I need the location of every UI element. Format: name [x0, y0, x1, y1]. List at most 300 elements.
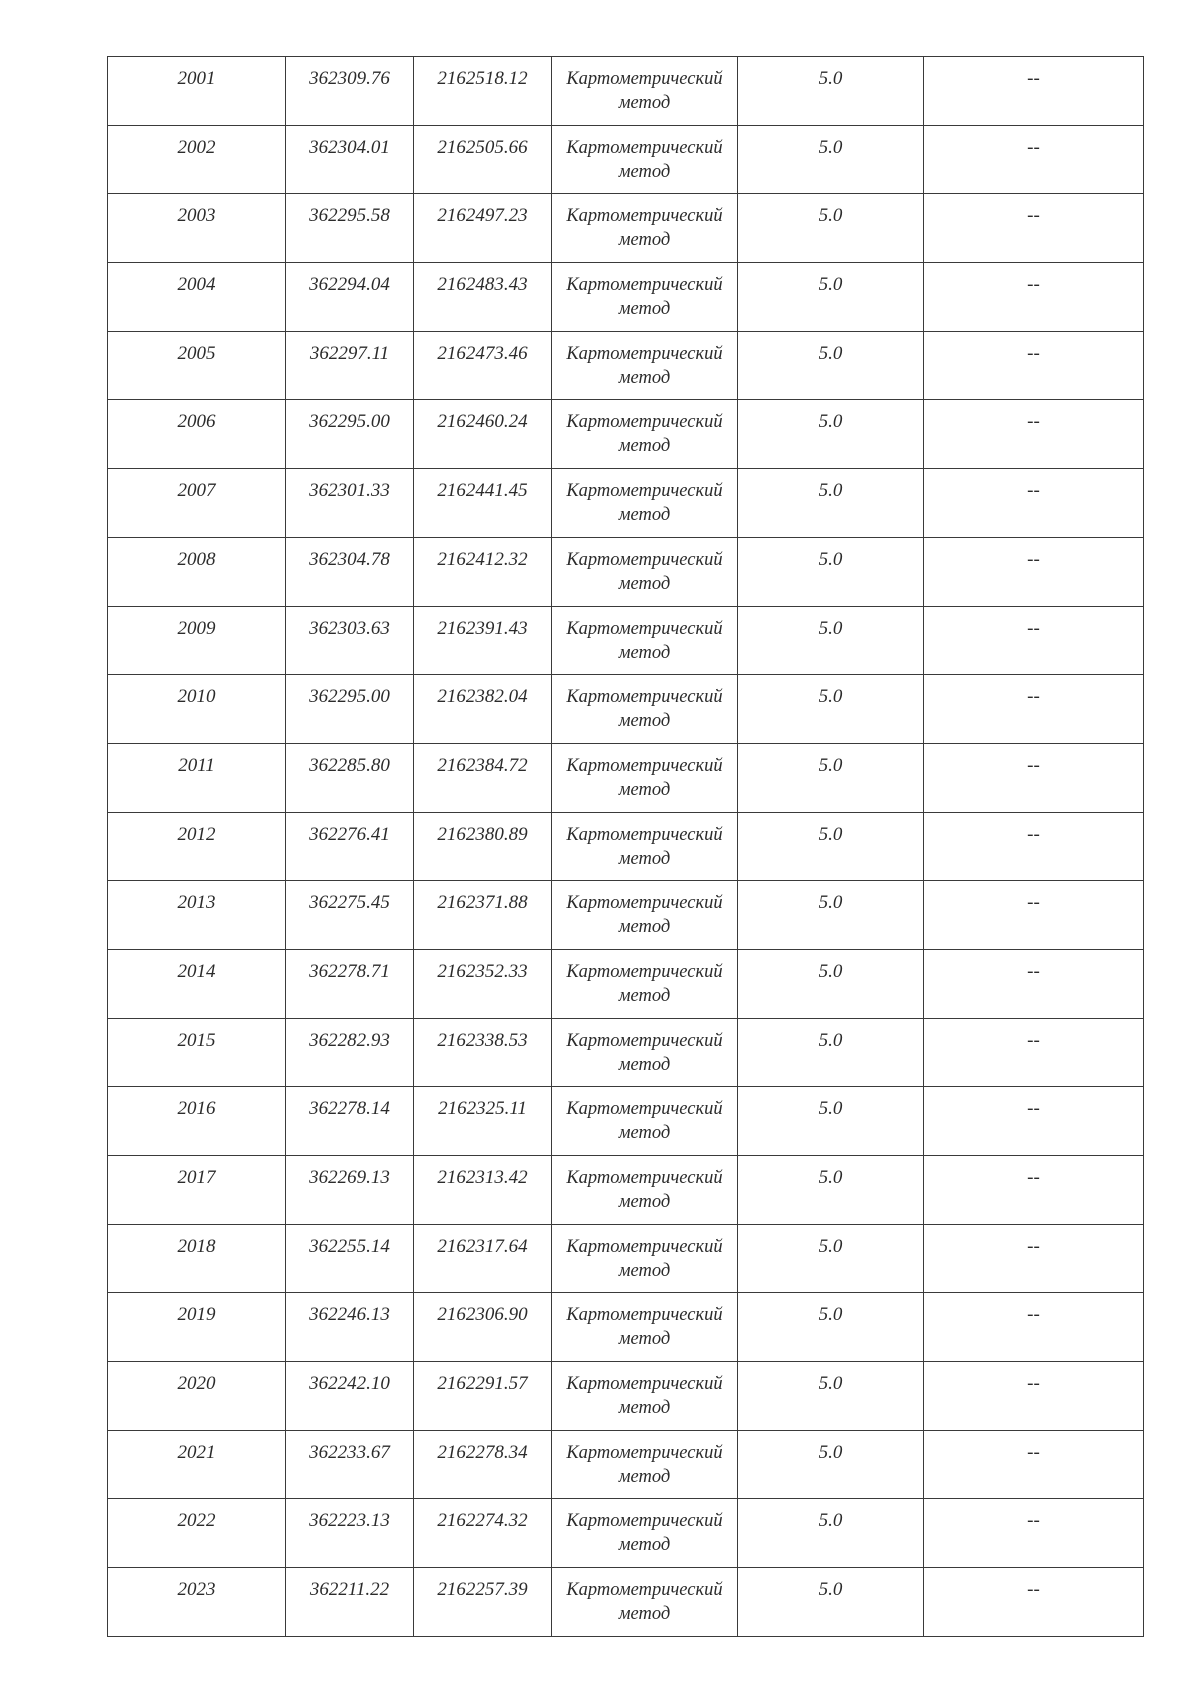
description-cell — [924, 1224, 1144, 1293]
x-coordinate: 362285.80 — [309, 754, 390, 776]
description-cell — [924, 1499, 1144, 1568]
method — [552, 263, 737, 321]
x-coordinate: 362295.00 — [309, 411, 390, 433]
y-coordinate-cell — [414, 125, 552, 194]
method-line-1: Картометрический — [566, 1236, 723, 1257]
point-number-cell — [108, 675, 286, 744]
point-number: 2015 — [177, 1029, 216, 1051]
accuracy: 5.0 — [818, 617, 843, 639]
table-row — [108, 194, 1144, 263]
y-coordinate: 2162291.57 — [437, 1373, 528, 1395]
method-cell — [552, 1087, 738, 1156]
x-coordinate-cell — [286, 263, 414, 332]
description: -- — [1027, 617, 1040, 639]
x-coordinate: 362278.14 — [309, 1098, 390, 1120]
accuracy: 5.0 — [818, 205, 843, 227]
x-coordinate: 362294.04 — [309, 274, 390, 296]
method-line-1: Картометрический — [566, 275, 723, 296]
method-line-1: Картометрический — [566, 343, 723, 364]
method-line-1: Картометрический — [566, 1030, 723, 1051]
description: -- — [1027, 480, 1040, 502]
coordinates-table-body — [108, 57, 1144, 1637]
x-coordinate: 362276.41 — [309, 823, 390, 845]
method — [552, 1156, 737, 1214]
accuracy: 5.0 — [818, 960, 843, 982]
x-coordinate: 362269.13 — [309, 1167, 390, 1188]
accuracy-cell — [738, 1362, 924, 1431]
method-line-1: Картометрический — [566, 1442, 723, 1463]
description-cell — [924, 949, 1144, 1018]
method-cell — [552, 1156, 738, 1225]
method-line-2: метод — [618, 1054, 671, 1075]
method-cell — [552, 537, 738, 606]
method-line-2: метод — [618, 1466, 671, 1487]
point-number-cell — [108, 1293, 286, 1362]
accuracy-cell — [738, 125, 924, 194]
accuracy: 5.0 — [818, 411, 843, 433]
y-coordinate: 2162352.33 — [437, 960, 528, 982]
description-cell — [924, 1430, 1144, 1499]
description: -- — [1027, 1304, 1040, 1326]
method-cell — [552, 1430, 738, 1499]
method-line-2: метод — [618, 711, 671, 732]
method-line-2: метод — [618, 642, 671, 663]
method-line-1: Картометрический — [566, 1580, 723, 1601]
method-line-1: Картометрический — [566, 549, 723, 570]
y-coordinate-cell — [414, 1293, 552, 1362]
x-coordinate-cell — [286, 125, 414, 194]
x-coordinate: 362223.13 — [309, 1510, 390, 1532]
y-coordinate-cell — [414, 606, 552, 675]
accuracy-cell — [738, 1430, 924, 1499]
method-line-2: метод — [618, 1260, 671, 1281]
accuracy: 5.0 — [818, 1579, 843, 1601]
table-row — [108, 400, 1144, 469]
point-number-cell — [108, 1224, 286, 1293]
y-coordinate: 2162441.45 — [437, 480, 528, 502]
accuracy: 5.0 — [818, 342, 843, 364]
method-line-1: Картометрический — [566, 206, 723, 227]
method-line-2: метод — [618, 367, 671, 388]
accuracy: 5.0 — [818, 1235, 843, 1257]
y-coordinate-cell — [414, 1568, 552, 1637]
method-cell — [552, 263, 738, 332]
description: -- — [1027, 548, 1040, 570]
x-coordinate-cell — [286, 331, 414, 400]
point-number: 2003 — [177, 205, 216, 227]
point-number-cell — [108, 1087, 286, 1156]
point-number: 2001 — [177, 68, 216, 89]
x-coordinate: 362304.78 — [309, 548, 390, 570]
method-line-2: метод — [618, 1604, 671, 1625]
method-line-2: метод — [618, 230, 671, 251]
method-cell — [552, 812, 738, 881]
y-coordinate-cell — [414, 1087, 552, 1156]
table-row — [108, 125, 1144, 194]
point-number-cell — [108, 949, 286, 1018]
description-cell — [924, 57, 1144, 126]
table-row — [108, 1568, 1144, 1637]
x-coordinate: 362275.45 — [309, 892, 390, 914]
description-cell — [924, 331, 1144, 400]
y-coordinate-cell — [414, 57, 552, 126]
point-number-cell — [108, 194, 286, 263]
description-cell — [924, 1087, 1144, 1156]
method — [552, 607, 737, 665]
description-cell — [924, 1156, 1144, 1225]
method — [552, 332, 737, 390]
y-coordinate-cell — [414, 1156, 552, 1225]
y-coordinate: 2162325.11 — [438, 1098, 527, 1120]
accuracy: 5.0 — [818, 754, 843, 776]
method-line-2: метод — [618, 985, 671, 1006]
point-number-cell — [108, 537, 286, 606]
method-line-1: Картометрический — [566, 824, 723, 845]
y-coordinate-cell — [414, 1018, 552, 1087]
method-line-2: метод — [618, 505, 671, 526]
y-coordinate-cell — [414, 194, 552, 263]
y-coordinate: 2162278.34 — [437, 1441, 528, 1463]
y-coordinate-cell — [414, 537, 552, 606]
description-cell — [924, 469, 1144, 538]
method-cell — [552, 400, 738, 469]
accuracy: 5.0 — [818, 1029, 843, 1051]
accuracy: 5.0 — [818, 274, 843, 296]
point-number-cell — [108, 469, 286, 538]
method — [552, 400, 737, 458]
accuracy-cell — [738, 1156, 924, 1225]
method-line-1: Картометрический — [566, 412, 723, 433]
table-row — [108, 469, 1144, 538]
x-coordinate-cell — [286, 1362, 414, 1431]
method-line-1: Картометрический — [566, 1374, 723, 1395]
y-coordinate: 2162338.53 — [437, 1029, 528, 1051]
x-coordinate: 362255.14 — [309, 1235, 390, 1257]
accuracy-cell — [738, 331, 924, 400]
accuracy-cell — [738, 881, 924, 950]
table-row — [108, 263, 1144, 332]
accuracy-cell — [738, 537, 924, 606]
point-number: 2010 — [177, 686, 216, 708]
point-number: 2012 — [177, 823, 216, 845]
method-line-1: Картометрический — [566, 1168, 723, 1188]
method-cell — [552, 194, 738, 263]
y-coordinate: 2162274.32 — [437, 1510, 528, 1532]
x-coordinate-cell — [286, 400, 414, 469]
table-row — [108, 1293, 1144, 1362]
method-cell — [552, 331, 738, 400]
method-line-2: метод — [618, 1329, 671, 1350]
accuracy: 5.0 — [818, 136, 843, 158]
description-cell — [924, 675, 1144, 744]
method — [552, 1019, 737, 1077]
point-number: 2017 — [177, 1167, 216, 1188]
y-coordinate: 2162391.43 — [437, 617, 528, 639]
y-coordinate-cell — [414, 1362, 552, 1431]
y-coordinate: 2162382.04 — [437, 686, 528, 708]
description-cell — [924, 606, 1144, 675]
x-coordinate-cell — [286, 1499, 414, 1568]
accuracy: 5.0 — [818, 480, 843, 502]
point-number: 2008 — [177, 548, 216, 570]
point-number: 2011 — [178, 754, 215, 776]
x-coordinate-cell — [286, 812, 414, 881]
accuracy: 5.0 — [818, 1510, 843, 1532]
y-coordinate: 2162473.46 — [437, 342, 528, 364]
method-cell — [552, 743, 738, 812]
method-cell — [552, 1568, 738, 1637]
method-cell — [552, 1293, 738, 1362]
accuracy: 5.0 — [818, 1441, 843, 1463]
x-coordinate: 362246.13 — [309, 1304, 390, 1326]
x-coordinate-cell — [286, 949, 414, 1018]
accuracy-cell — [738, 743, 924, 812]
method — [552, 881, 737, 939]
accuracy-cell — [738, 606, 924, 675]
accuracy-cell — [738, 1499, 924, 1568]
description: -- — [1027, 754, 1040, 776]
method-line-2: метод — [618, 299, 671, 320]
method-line-1: Картометрический — [566, 1511, 723, 1532]
point-number-cell — [108, 400, 286, 469]
point-number-cell — [108, 1018, 286, 1087]
description: -- — [1027, 1510, 1040, 1532]
method-line-1: Картометрический — [566, 961, 723, 982]
description: -- — [1027, 1579, 1040, 1601]
y-coordinate-cell — [414, 881, 552, 950]
point-number-cell — [108, 1362, 286, 1431]
method-cell — [552, 57, 738, 126]
x-coordinate-cell — [286, 881, 414, 950]
point-number: 2023 — [177, 1579, 216, 1601]
point-number: 2018 — [177, 1235, 216, 1257]
x-coordinate: 362278.71 — [309, 960, 390, 982]
method — [552, 1568, 737, 1626]
point-number-cell — [108, 881, 286, 950]
table-row — [108, 1430, 1144, 1499]
accuracy-cell — [738, 1293, 924, 1362]
method — [552, 1087, 737, 1145]
accuracy-cell — [738, 675, 924, 744]
point-number-cell — [108, 331, 286, 400]
description: -- — [1027, 823, 1040, 845]
table-row — [108, 606, 1144, 675]
x-coordinate-cell — [286, 1568, 414, 1637]
method-line-2: метод — [618, 161, 671, 182]
y-coordinate: 2162505.66 — [437, 136, 528, 158]
description: -- — [1027, 960, 1040, 982]
accuracy-cell — [738, 194, 924, 263]
accuracy-cell — [738, 1087, 924, 1156]
method — [552, 194, 737, 252]
accuracy: 5.0 — [818, 68, 843, 89]
x-coordinate-cell — [286, 1293, 414, 1362]
x-coordinate-cell — [286, 537, 414, 606]
y-coordinate: 2162317.64 — [437, 1235, 528, 1257]
method — [552, 126, 737, 184]
x-coordinate: 362297.11 — [309, 342, 390, 364]
method-line-1: Картометрический — [566, 481, 723, 502]
method — [552, 1362, 737, 1420]
table-row — [108, 1087, 1144, 1156]
description-cell — [924, 125, 1144, 194]
point-number: 2014 — [177, 960, 216, 982]
table-row — [108, 1362, 1144, 1431]
point-number: 2007 — [177, 480, 216, 502]
method-line-2: метод — [618, 848, 671, 869]
description: -- — [1027, 1235, 1040, 1257]
description-cell — [924, 881, 1144, 950]
method — [552, 950, 737, 1008]
x-coordinate: 362295.00 — [309, 686, 390, 708]
point-number-cell — [108, 1156, 286, 1225]
description: -- — [1027, 68, 1040, 89]
description-cell — [924, 537, 1144, 606]
description: -- — [1027, 1167, 1040, 1188]
point-number-cell — [108, 1568, 286, 1637]
description-cell — [924, 1018, 1144, 1087]
x-coordinate: 362304.01 — [309, 136, 390, 158]
method-cell — [552, 1499, 738, 1568]
table-row — [108, 1499, 1144, 1568]
x-coordinate-cell — [286, 469, 414, 538]
table-row — [108, 537, 1144, 606]
method-cell — [552, 1362, 738, 1431]
method — [552, 538, 737, 596]
description-cell — [924, 400, 1144, 469]
method-line-1: Картометрический — [566, 69, 723, 89]
description: -- — [1027, 205, 1040, 227]
y-coordinate: 2162412.32 — [437, 548, 528, 570]
method — [552, 813, 737, 871]
point-number: 2021 — [177, 1441, 216, 1463]
y-coordinate: 2162306.90 — [437, 1304, 528, 1326]
point-number: 2005 — [177, 342, 216, 364]
x-coordinate: 362242.10 — [309, 1373, 390, 1395]
point-number-cell — [108, 812, 286, 881]
point-number: 2009 — [177, 617, 216, 639]
description: -- — [1027, 686, 1040, 708]
description: -- — [1027, 274, 1040, 296]
method-cell — [552, 1018, 738, 1087]
method — [552, 1293, 737, 1351]
x-coordinate: 362301.33 — [309, 480, 390, 502]
description: -- — [1027, 1098, 1040, 1120]
accuracy: 5.0 — [818, 1098, 843, 1120]
description-cell — [924, 812, 1144, 881]
accuracy-cell — [738, 812, 924, 881]
x-coordinate: 362309.76 — [309, 68, 390, 89]
method-cell — [552, 606, 738, 675]
point-number: 2002 — [177, 136, 216, 158]
accuracy: 5.0 — [818, 548, 843, 570]
x-coordinate-cell — [286, 743, 414, 812]
x-coordinate: 362233.67 — [309, 1441, 390, 1463]
table-row — [108, 812, 1144, 881]
y-coordinate-cell — [414, 1430, 552, 1499]
x-coordinate-cell — [286, 1430, 414, 1499]
method-line-2: метод — [618, 573, 671, 594]
method-line-1: Картометрический — [566, 1099, 723, 1120]
accuracy-cell — [738, 263, 924, 332]
point-number-cell — [108, 1499, 286, 1568]
method-cell — [552, 881, 738, 950]
description: -- — [1027, 1441, 1040, 1463]
description-cell — [924, 263, 1144, 332]
y-coordinate: 2162497.23 — [437, 205, 528, 227]
point-number-cell — [108, 125, 286, 194]
x-coordinate-cell — [286, 1224, 414, 1293]
table-row — [108, 1156, 1144, 1225]
accuracy-cell — [738, 469, 924, 538]
method-cell — [552, 675, 738, 744]
accuracy-cell — [738, 400, 924, 469]
method-line-1: Картометрический — [566, 893, 723, 914]
y-coordinate: 2162313.42 — [437, 1167, 528, 1188]
point-number-cell — [108, 606, 286, 675]
description: -- — [1027, 136, 1040, 158]
y-coordinate: 2162257.39 — [437, 1579, 528, 1601]
accuracy: 5.0 — [818, 1304, 843, 1326]
method — [552, 1499, 737, 1557]
table-row — [108, 675, 1144, 744]
y-coordinate-cell — [414, 812, 552, 881]
y-coordinate-cell — [414, 331, 552, 400]
method — [552, 57, 737, 115]
method-line-2: метод — [618, 1398, 671, 1419]
method-cell — [552, 1224, 738, 1293]
accuracy-cell — [738, 1018, 924, 1087]
description: -- — [1027, 342, 1040, 364]
table-row — [108, 331, 1144, 400]
method-line-2: метод — [618, 1535, 671, 1556]
method-cell — [552, 125, 738, 194]
y-coordinate: 2162518.12 — [437, 68, 528, 89]
y-coordinate-cell — [414, 949, 552, 1018]
document-page — [107, 56, 1143, 1637]
x-coordinate: 362282.93 — [309, 1029, 390, 1051]
y-coordinate: 2162460.24 — [437, 411, 528, 433]
method — [552, 744, 737, 802]
method-line-2: метод — [618, 1192, 671, 1212]
coordinates-table — [107, 56, 1144, 1637]
table-row — [108, 881, 1144, 950]
description-cell — [924, 1568, 1144, 1637]
method-line-2: метод — [618, 93, 671, 113]
method-line-2: метод — [618, 917, 671, 938]
y-coordinate-cell — [414, 1499, 552, 1568]
x-coordinate-cell — [286, 1156, 414, 1225]
accuracy: 5.0 — [818, 892, 843, 914]
method-line-1: Картометрический — [566, 755, 723, 776]
x-coordinate-cell — [286, 57, 414, 126]
description-cell — [924, 743, 1144, 812]
x-coordinate-cell — [286, 606, 414, 675]
x-coordinate: 362295.58 — [309, 205, 390, 227]
y-coordinate: 2162483.43 — [437, 274, 528, 296]
table-row — [108, 1018, 1144, 1087]
y-coordinate: 2162371.88 — [437, 892, 528, 914]
point-number-cell — [108, 1430, 286, 1499]
table-row — [108, 743, 1144, 812]
method-cell — [552, 469, 738, 538]
point-number: 2020 — [177, 1373, 216, 1395]
method-line-1: Картометрический — [566, 137, 723, 158]
x-coordinate-cell — [286, 675, 414, 744]
point-number: 2013 — [177, 892, 216, 914]
method — [552, 469, 737, 527]
accuracy-cell — [738, 1224, 924, 1293]
